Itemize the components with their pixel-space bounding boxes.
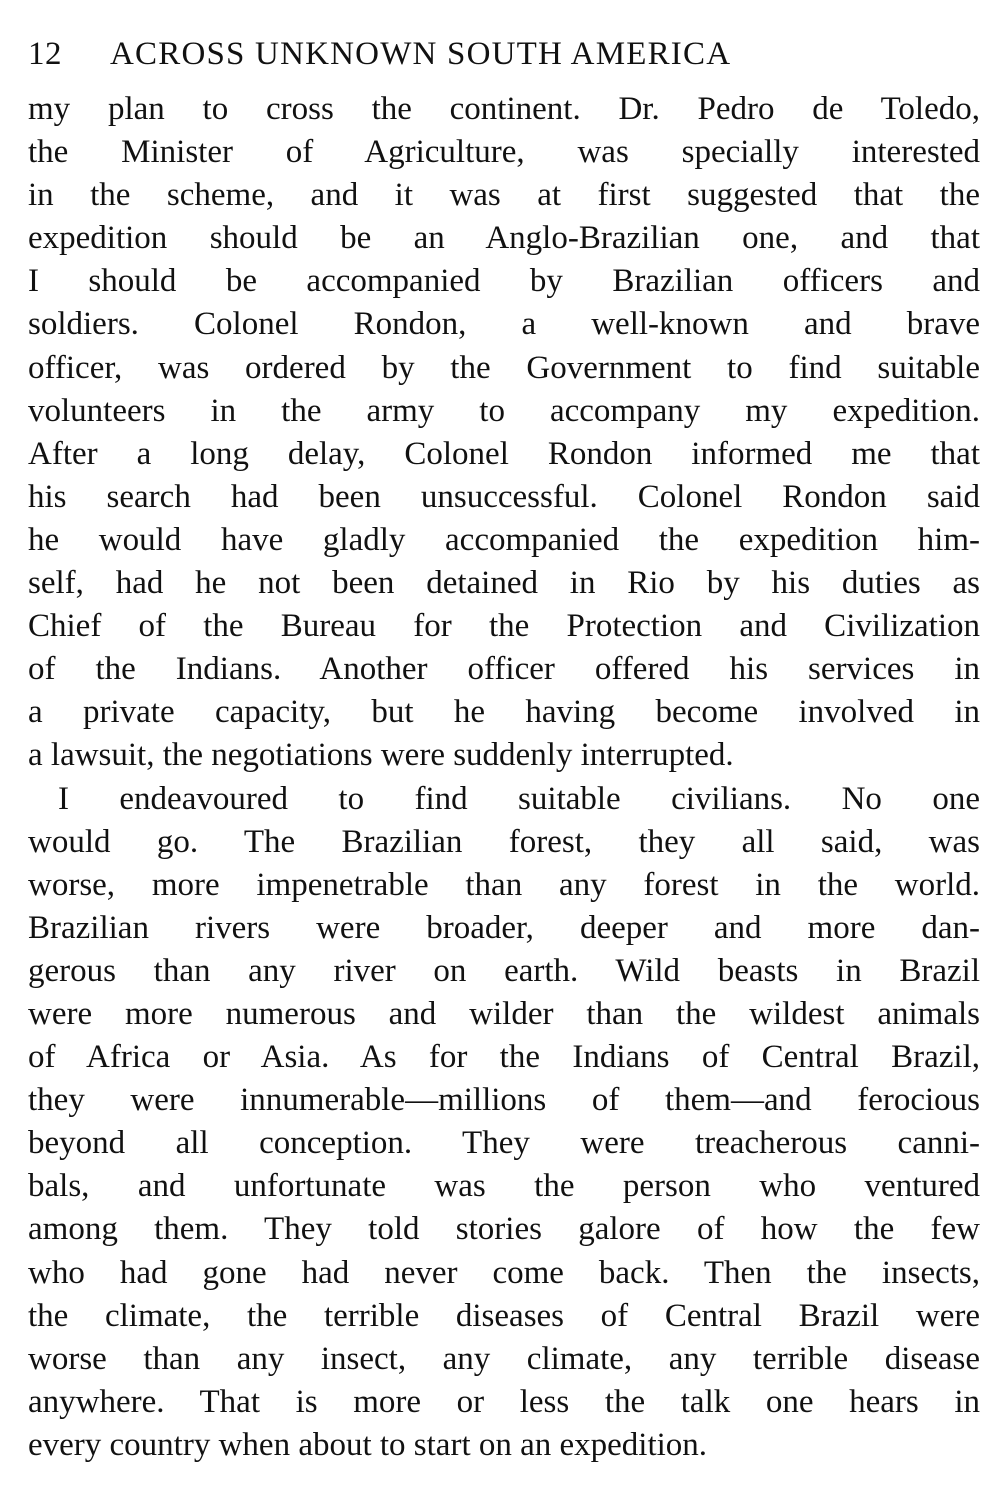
text-line: a lawsuit, the negotiations were suddenly interrupted. xyxy=(28,737,734,774)
text-line: After a long delay, Colonel Rondon informed me that xyxy=(28,435,980,472)
text-line: officer, was ordered by the Government to find suitable xyxy=(28,349,980,386)
text-line: his search had been unsuccessful. Colonel Rondon said xyxy=(28,478,980,515)
text-line: among them. They told stories galore of how the few xyxy=(28,1211,980,1248)
text-line: would go. The Brazilian forest, they all said, was xyxy=(28,823,980,860)
text-line: I endeavoured to find suitable civilians. No one xyxy=(58,780,980,817)
text-line: the climate, the terrible diseases of Central Brazil were xyxy=(28,1297,980,1334)
text-line: who had gone had never come back. Then the insects, xyxy=(28,1254,980,1291)
text-line: self, had he not been detained in Rio by his duties as xyxy=(28,565,980,602)
text-line: worse, more impenetrable than any forest in the world. xyxy=(28,866,980,903)
text-line: volunteers in the army to accompany my expedition. xyxy=(28,392,980,429)
text-line: every country when about to start on an expedition. xyxy=(28,1426,708,1463)
page-number: 12 xyxy=(28,36,62,72)
text-line: were more numerous and wilder than the wildest animals xyxy=(28,995,980,1032)
text-line: anywhere. That is more or less the talk one hears in xyxy=(28,1383,980,1420)
text-line: they were innumerable—millions of them—and ferocious xyxy=(28,1082,980,1119)
text-line: in the scheme, and it was at first suggested that the xyxy=(28,177,980,214)
running-title: ACROSS UNKNOWN SOUTH AMERICA xyxy=(110,36,732,72)
text-line: a private capacity, but he having become involved in xyxy=(28,694,980,731)
text-line: Brazilian rivers were broader, deeper and more dan- xyxy=(28,909,980,946)
body-text xyxy=(28,88,980,1467)
text-line: Chief of the Bureau for the Protection and Civilization xyxy=(28,608,980,645)
text-line: of Africa or Asia. As for the Indians of Central Brazil, xyxy=(28,1039,980,1076)
book-page xyxy=(28,30,980,1467)
text-line: I should be accompanied by Brazilian officers and xyxy=(28,263,980,300)
text-line: my plan to cross the continent. Dr. Pedro de Toledo, xyxy=(28,91,980,127)
running-head xyxy=(28,30,980,78)
text-line: soldiers. Colonel Rondon, a well-known and brave xyxy=(28,306,980,343)
text-line: gerous than any river on earth. Wild beasts in Brazil xyxy=(28,952,980,989)
text-line: bals, and unfortunate was the person who ventured xyxy=(28,1168,980,1205)
text-line: worse than any insect, any climate, any terrible disease xyxy=(28,1340,980,1377)
text-line: beyond all conception. They were treacherous canni- xyxy=(28,1125,980,1162)
text-line: expedition should be an Anglo-Brazilian one, and that xyxy=(28,220,980,257)
text-line: he would have gladly accompanied the expedition him- xyxy=(28,521,980,558)
text-line: the Minister of Agriculture, was specially interested xyxy=(28,134,980,171)
text-line: of the Indians. Another officer offered his services in xyxy=(28,651,980,688)
